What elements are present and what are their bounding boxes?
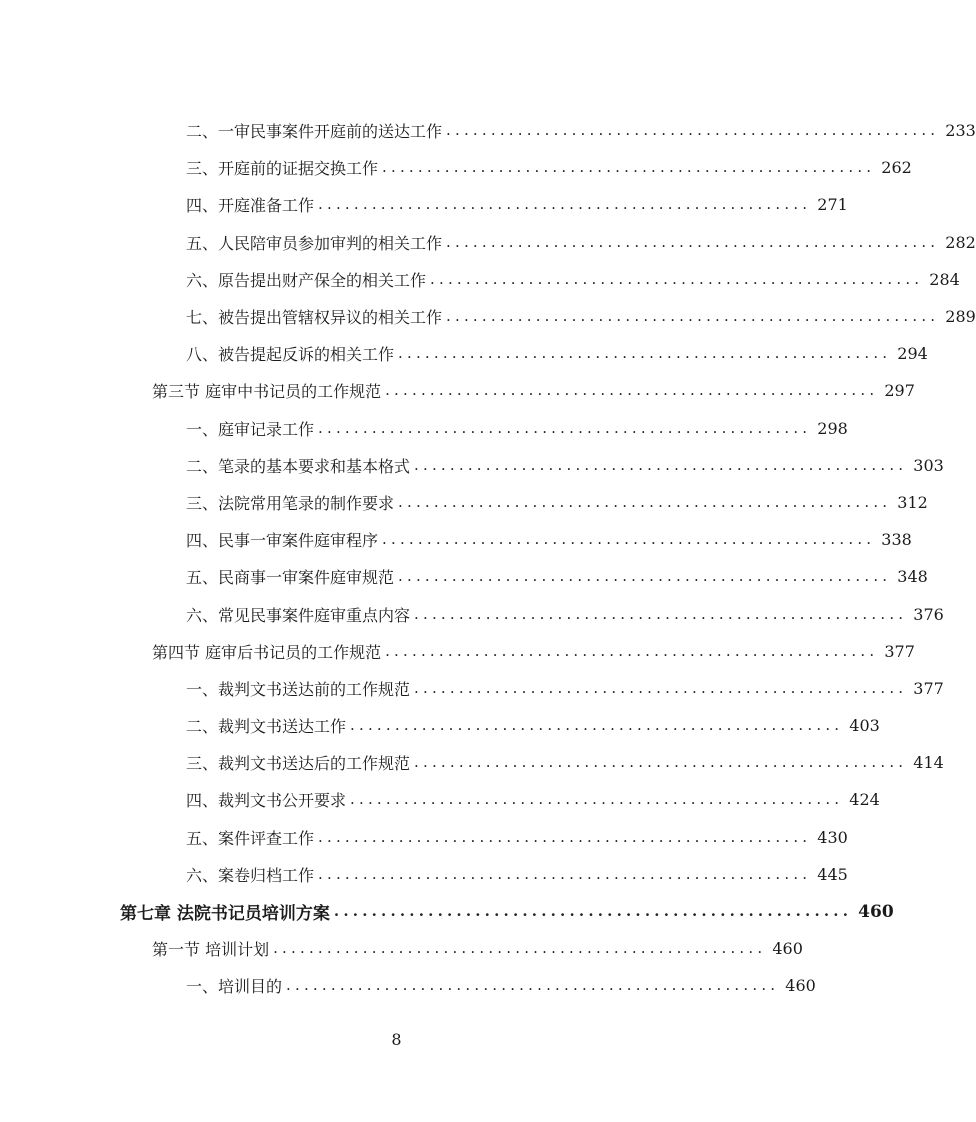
dot-leader: ....................................................... [446, 232, 940, 251]
dot-leader: ....................................................... [398, 567, 892, 586]
toc-section-title: 第一节 培训计划 [152, 940, 270, 960]
toc-entry[interactable] [0, 224, 976, 261]
toc-entry[interactable] [0, 112, 976, 149]
dot-leader: ....................................................... [414, 455, 908, 474]
toc-entry[interactable] [0, 819, 848, 856]
dot-leader: ....................................................... [430, 269, 924, 288]
toc-entry-page: 403 [849, 716, 880, 736]
toc-entry-page: 289 [945, 307, 976, 327]
toc-entry-title: 五、民商事一审案件庭审规范 [186, 568, 395, 588]
toc-entry-title: 三、开庭前的证据交换工作 [186, 159, 379, 179]
dot-leader: ....................................................... [318, 418, 812, 437]
toc-entry[interactable] [0, 484, 928, 521]
toc-entry-title: 三、裁判文书送达后的工作规范 [186, 754, 411, 774]
toc-entry-page: 294 [897, 344, 928, 364]
toc-entry-title: 七、被告提出管辖权异议的相关工作 [186, 308, 443, 328]
toc-entry-title: 一、裁判文书送达前的工作规范 [186, 679, 411, 699]
toc-entry[interactable] [0, 707, 880, 744]
toc-entry[interactable] [0, 298, 976, 335]
toc-entry-page: 298 [817, 418, 848, 438]
toc-entry-page: 414 [913, 753, 944, 773]
dot-leader: ....................................................... [385, 381, 879, 400]
dot-leader: ....................................................... [398, 344, 892, 363]
toc-entry-page: 282 [945, 232, 976, 252]
toc-entry-page: 303 [913, 455, 944, 475]
toc-section-title: 第三节 庭审中书记员的工作规范 [152, 382, 382, 402]
toc-entry[interactable] [0, 670, 944, 707]
dot-leader: ....................................................... [318, 864, 812, 883]
dot-leader: ....................................................... [350, 716, 844, 735]
toc-entry-page: 377 [884, 641, 915, 661]
toc-section-entry[interactable] [0, 372, 915, 409]
toc-entry-page: 460 [772, 939, 803, 959]
dot-leader: ....................................................... [318, 195, 812, 214]
toc-entry[interactable] [0, 447, 944, 484]
toc-entry-title: 四、民事一审案件庭审程序 [186, 531, 379, 551]
table-of-contents [0, 112, 976, 1005]
page-number: 8 [391, 1030, 402, 1049]
dot-leader: ....................................................... [398, 492, 892, 511]
toc-entry-title: 六、案卷归档工作 [186, 865, 315, 885]
toc-entry-page: 271 [817, 195, 848, 215]
toc-entry[interactable] [0, 967, 816, 1004]
toc-entry-title: 五、人民陪审员参加审判的相关工作 [186, 233, 443, 253]
dot-leader: ....................................................... [414, 604, 908, 623]
dot-leader: ....................................................... [446, 307, 940, 326]
dot-leader: ....................................................... [414, 753, 908, 772]
toc-entry[interactable] [0, 149, 912, 186]
toc-entry-title: 二、裁判文书送达工作 [186, 717, 347, 737]
toc-entry-page: 348 [897, 567, 928, 587]
toc-entry-page: 376 [913, 604, 944, 624]
dot-leader: ....................................................... [333, 902, 853, 921]
toc-entry-page: 284 [929, 269, 960, 289]
toc-entry[interactable] [0, 186, 848, 223]
toc-entry[interactable] [0, 335, 928, 372]
toc-entry-page: 445 [817, 864, 848, 884]
toc-entry-title: 一、培训目的 [186, 977, 283, 997]
toc-entry-page: 312 [897, 492, 928, 512]
toc-section-entry[interactable] [0, 930, 803, 967]
toc-entry[interactable] [0, 856, 848, 893]
toc-entry-title: 六、常见民事案件庭审重点内容 [186, 605, 411, 625]
dot-leader: ....................................................... [382, 158, 876, 177]
dot-leader: ....................................................... [446, 121, 940, 140]
toc-entry-page: 424 [849, 790, 880, 810]
toc-entry-page: 460 [858, 901, 894, 922]
dot-leader: ....................................................... [273, 939, 767, 958]
toc-entry[interactable] [0, 558, 928, 595]
toc-entry[interactable] [0, 410, 848, 447]
dot-leader: ....................................................... [414, 678, 908, 697]
toc-entry-title: 八、被告提起反诉的相关工作 [186, 345, 395, 365]
toc-entry-title: 三、法院常用笔录的制作要求 [186, 493, 395, 513]
dot-leader: ....................................................... [350, 790, 844, 809]
toc-entry-page: 430 [817, 827, 848, 847]
toc-entry-page: 460 [785, 976, 816, 996]
toc-entry-page: 262 [881, 158, 912, 178]
toc-entry-title: 四、裁判文书公开要求 [186, 791, 347, 811]
dot-leader: ....................................................... [318, 827, 812, 846]
dot-leader: ....................................................... [286, 976, 780, 995]
toc-entry[interactable] [0, 595, 944, 632]
toc-entry-title: 六、原告提出财产保全的相关工作 [186, 270, 427, 290]
toc-entry-title: 二、一审民事案件开庭前的送达工作 [186, 122, 443, 142]
dot-leader: ....................................................... [382, 530, 876, 549]
toc-entry[interactable] [0, 521, 912, 558]
toc-section-entry[interactable] [0, 633, 915, 670]
toc-entry-page: 233 [945, 121, 976, 141]
toc-chapter-entry[interactable] [0, 893, 894, 930]
toc-entry-title: 五、案件评查工作 [186, 828, 315, 848]
toc-entry[interactable] [0, 781, 880, 818]
toc-entry-title: 一、庭审记录工作 [186, 419, 315, 439]
toc-entry[interactable] [0, 261, 960, 298]
toc-entry[interactable] [0, 744, 944, 781]
toc-entry-page: 297 [884, 381, 915, 401]
toc-section-title: 第四节 庭审后书记员的工作规范 [152, 642, 382, 662]
toc-entry-title: 四、开庭准备工作 [186, 196, 315, 216]
toc-entry-title: 二、笔录的基本要求和基本格式 [186, 456, 411, 476]
toc-chapter-title: 第七章 法院书记员培训方案 [120, 904, 330, 925]
dot-leader: ....................................................... [385, 641, 879, 660]
toc-entry-page: 377 [913, 678, 944, 698]
toc-entry-page: 338 [881, 530, 912, 550]
